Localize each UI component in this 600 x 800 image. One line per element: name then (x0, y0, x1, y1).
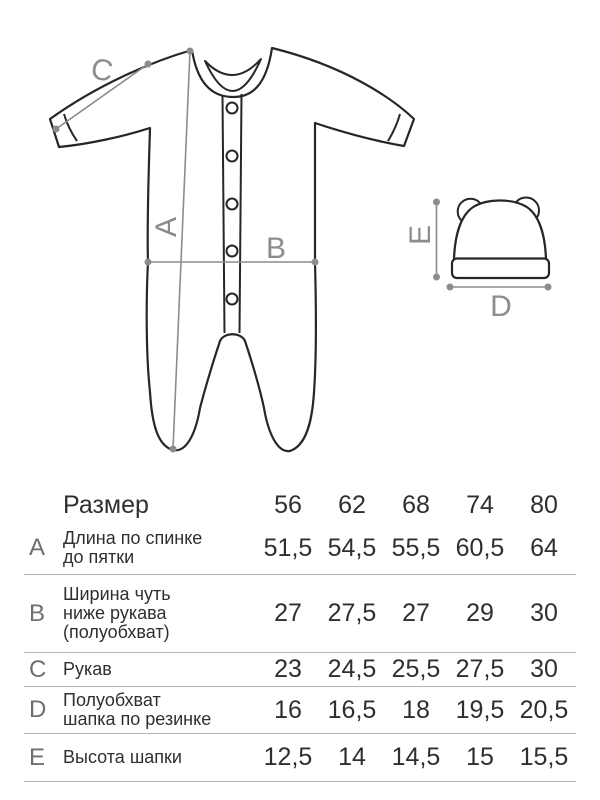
diagram-label-a: A (150, 216, 183, 238)
desc-line: шапка по резинке (63, 709, 212, 729)
cell-value: 16,5 (327, 695, 377, 724)
table-row-b (24, 575, 576, 653)
size-column-header: 62 (338, 490, 366, 519)
table-row-e (24, 734, 576, 782)
snap-button (227, 246, 238, 257)
hat-drawing (452, 198, 549, 279)
row-description (60, 585, 256, 642)
measure-dot (433, 199, 440, 206)
table-title: Размер (63, 490, 149, 519)
hat-brim (452, 259, 549, 279)
measure-dot (145, 259, 152, 266)
table-row-a (24, 522, 576, 575)
cell-value: 27 (274, 599, 302, 627)
diagram-label-c: C (88, 52, 116, 89)
desc-line: Ширина чуть (63, 584, 171, 604)
size-column-header: 80 (530, 490, 558, 519)
row-description (60, 660, 256, 679)
cell-value: 30 (530, 599, 558, 627)
row-letter: D (29, 696, 47, 723)
cell-value: 27,5 (455, 655, 505, 683)
desc-line: ниже рукава (63, 603, 167, 623)
cell-value: 24,5 (327, 655, 377, 683)
row-description (60, 529, 256, 567)
measure-dot (433, 274, 440, 281)
cell-value: 29 (466, 599, 494, 627)
cell-value: 54,5 (327, 533, 377, 562)
size-column-header: 68 (402, 490, 430, 519)
cell-value: 12,5 (263, 743, 313, 771)
diagram-label-b: B (265, 232, 287, 265)
cell-value: 14 (338, 743, 366, 771)
cell-value: 64 (530, 533, 558, 562)
cell-value: 25,5 (391, 655, 441, 683)
row-letter: E (29, 743, 46, 771)
desc-line: до пятки (63, 547, 135, 567)
cell-value: 51,5 (263, 533, 313, 562)
snap-button (227, 199, 238, 210)
cell-value: 15,5 (519, 743, 569, 771)
diagram-label-d: D (490, 290, 512, 323)
desc-line: Высота шапки (63, 747, 182, 767)
row-letter: C (29, 655, 47, 683)
row-letter: A (29, 534, 46, 561)
row-description (60, 691, 256, 729)
diagram-label-e: E (404, 224, 437, 246)
measure-dot (447, 284, 454, 291)
cell-value: 18 (402, 695, 430, 724)
cell-value: 15 (466, 743, 494, 771)
cell-value: 19,5 (455, 695, 505, 724)
table-row-c (24, 653, 576, 687)
measure-dot (187, 48, 194, 55)
measure-dot (53, 126, 60, 133)
row-letter: B (29, 599, 46, 627)
snap-button (227, 103, 238, 114)
cell-value: 20,5 (519, 695, 569, 724)
cell-value: 60,5 (455, 533, 505, 562)
desc-line: Рукав (63, 659, 112, 679)
cell-value: 14,5 (391, 743, 441, 771)
size-table (24, 488, 576, 782)
desc-line: Полуобхват (63, 690, 161, 710)
size-column-header: 74 (466, 490, 494, 519)
measure-dot (312, 259, 319, 266)
table-header-row (24, 488, 576, 522)
cell-value: 16 (274, 695, 302, 724)
cell-value: 27 (402, 599, 430, 627)
measure-dot (545, 284, 552, 291)
cell-value: 23 (274, 655, 302, 683)
snap-button (227, 151, 238, 162)
measure-dot (145, 61, 152, 68)
cell-value: 27,5 (327, 599, 377, 627)
snap-button (227, 294, 238, 305)
desc-line: Длина по спинке (63, 528, 203, 548)
table-row-d (24, 687, 576, 734)
size-column-header: 56 (274, 490, 302, 519)
cell-value: 30 (530, 655, 558, 683)
measure-dot (170, 446, 177, 453)
desc-line: (полуобхват) (63, 622, 170, 642)
collar-crescent (205, 59, 261, 91)
cell-value: 55,5 (391, 533, 441, 562)
row-description (60, 748, 256, 767)
